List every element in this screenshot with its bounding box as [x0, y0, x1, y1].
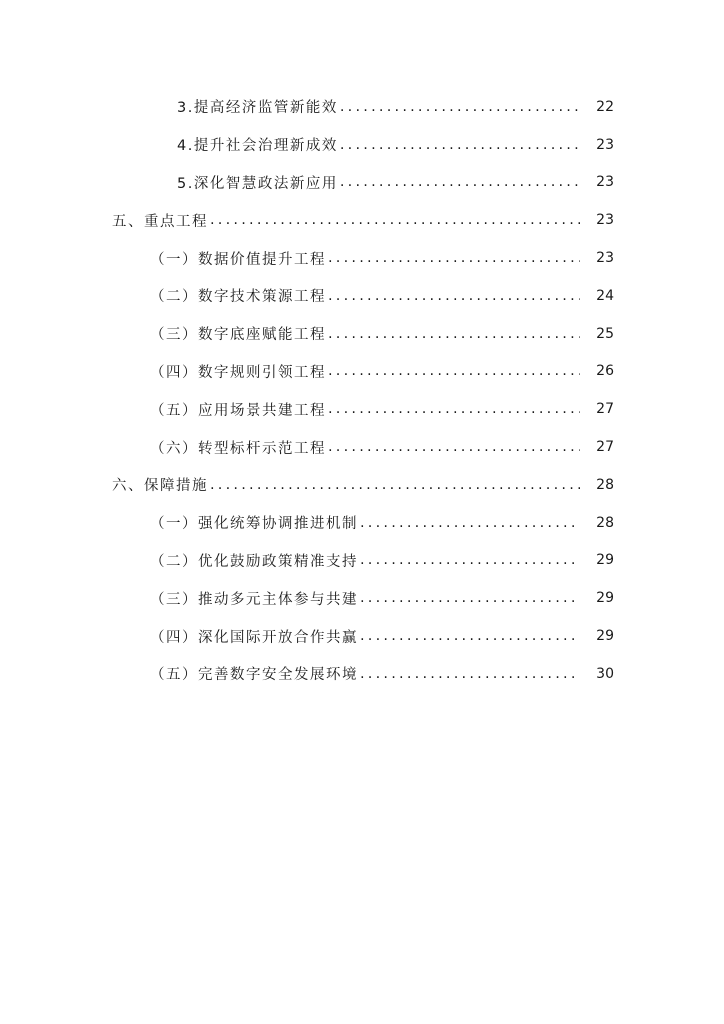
- toc-entry[interactable]: [0, 655, 724, 693]
- toc-entry[interactable]: [0, 428, 724, 466]
- table-of-contents: [0, 88, 724, 693]
- toc-leader-dots: [328, 439, 580, 455]
- toc-leader-dots: [328, 326, 580, 342]
- toc-leader-dots: [210, 212, 580, 228]
- toc-entry-page: 26: [596, 363, 614, 380]
- toc-entry-page: 23: [596, 250, 614, 267]
- toc-entry-page: 25: [596, 325, 614, 342]
- toc-leader-dots: [360, 552, 580, 568]
- toc-entry[interactable]: [0, 504, 724, 542]
- toc-entry-title: （四）深化国际开放合作共赢: [150, 629, 358, 646]
- toc-entry[interactable]: [0, 239, 724, 277]
- toc-entry[interactable]: [0, 277, 724, 315]
- toc-entry[interactable]: [0, 579, 724, 617]
- toc-leader-dots: [360, 515, 580, 531]
- toc-leader-dots: [328, 401, 580, 417]
- toc-entry[interactable]: [0, 353, 724, 391]
- toc-entry-title: （三）数字底座赋能工程: [150, 327, 326, 344]
- toc-leader-dots: [340, 137, 580, 153]
- toc-entry-title: 4.提升社会治理新成效: [177, 138, 338, 155]
- toc-entry-page: 27: [596, 401, 614, 418]
- toc-entry-page: 23: [596, 136, 614, 153]
- toc-section-heading[interactable]: [0, 201, 724, 239]
- toc-leader-dots: [360, 628, 580, 644]
- toc-entry-title: 六、保障措施: [112, 478, 208, 495]
- toc-entry-page: 28: [596, 514, 614, 531]
- toc-entry[interactable]: [0, 315, 724, 353]
- toc-entry[interactable]: [0, 88, 724, 126]
- toc-entry-title: （六）转型标杆示范工程: [150, 440, 326, 457]
- toc-leader-dots: [328, 288, 580, 304]
- toc-entry-page: 29: [596, 628, 614, 645]
- toc-leader-dots: [328, 363, 580, 379]
- toc-entry-title: （三）推动多元主体参与共建: [150, 591, 358, 608]
- toc-entry-page: 27: [596, 439, 614, 456]
- toc-entry-title: （一）强化统筹协调推进机制: [150, 516, 358, 533]
- toc-section-heading[interactable]: [0, 466, 724, 504]
- toc-entry-title: 3.提高经济监管新能效: [177, 100, 338, 117]
- toc-entry-title: （五）应用场景共建工程: [150, 402, 326, 419]
- toc-leader-dots: [340, 174, 580, 190]
- toc-leader-dots: [360, 590, 580, 606]
- toc-entry-title: 五、重点工程: [112, 213, 208, 230]
- toc-leader-dots: [360, 666, 580, 682]
- toc-entry-title: （二）优化鼓励政策精准支持: [150, 553, 358, 570]
- toc-entry-page: 28: [596, 476, 614, 493]
- toc-entry-title: （五）完善数字安全发展环境: [150, 667, 358, 684]
- toc-entry-page: 23: [596, 174, 614, 191]
- toc-entry-page: 29: [596, 552, 614, 569]
- toc-entry[interactable]: [0, 164, 724, 202]
- toc-leader-dots: [210, 477, 580, 493]
- toc-entry-title: 5.深化智慧政法新应用: [177, 175, 338, 192]
- toc-entry[interactable]: [0, 617, 724, 655]
- toc-leader-dots: [340, 99, 580, 115]
- toc-leader-dots: [328, 250, 580, 266]
- toc-entry-title: （二）数字技术策源工程: [150, 289, 326, 306]
- toc-entry-title: （一）数据价值提升工程: [150, 251, 326, 268]
- toc-entry-page: 22: [596, 98, 614, 115]
- toc-entry-page: 24: [596, 287, 614, 304]
- toc-entry[interactable]: [0, 542, 724, 580]
- toc-entry-page: 30: [596, 665, 614, 682]
- toc-entry[interactable]: [0, 390, 724, 428]
- toc-entry-page: 23: [596, 212, 614, 229]
- toc-entry-title: （四）数字规则引领工程: [150, 364, 326, 381]
- toc-entry[interactable]: [0, 126, 724, 164]
- toc-entry-page: 29: [596, 590, 614, 607]
